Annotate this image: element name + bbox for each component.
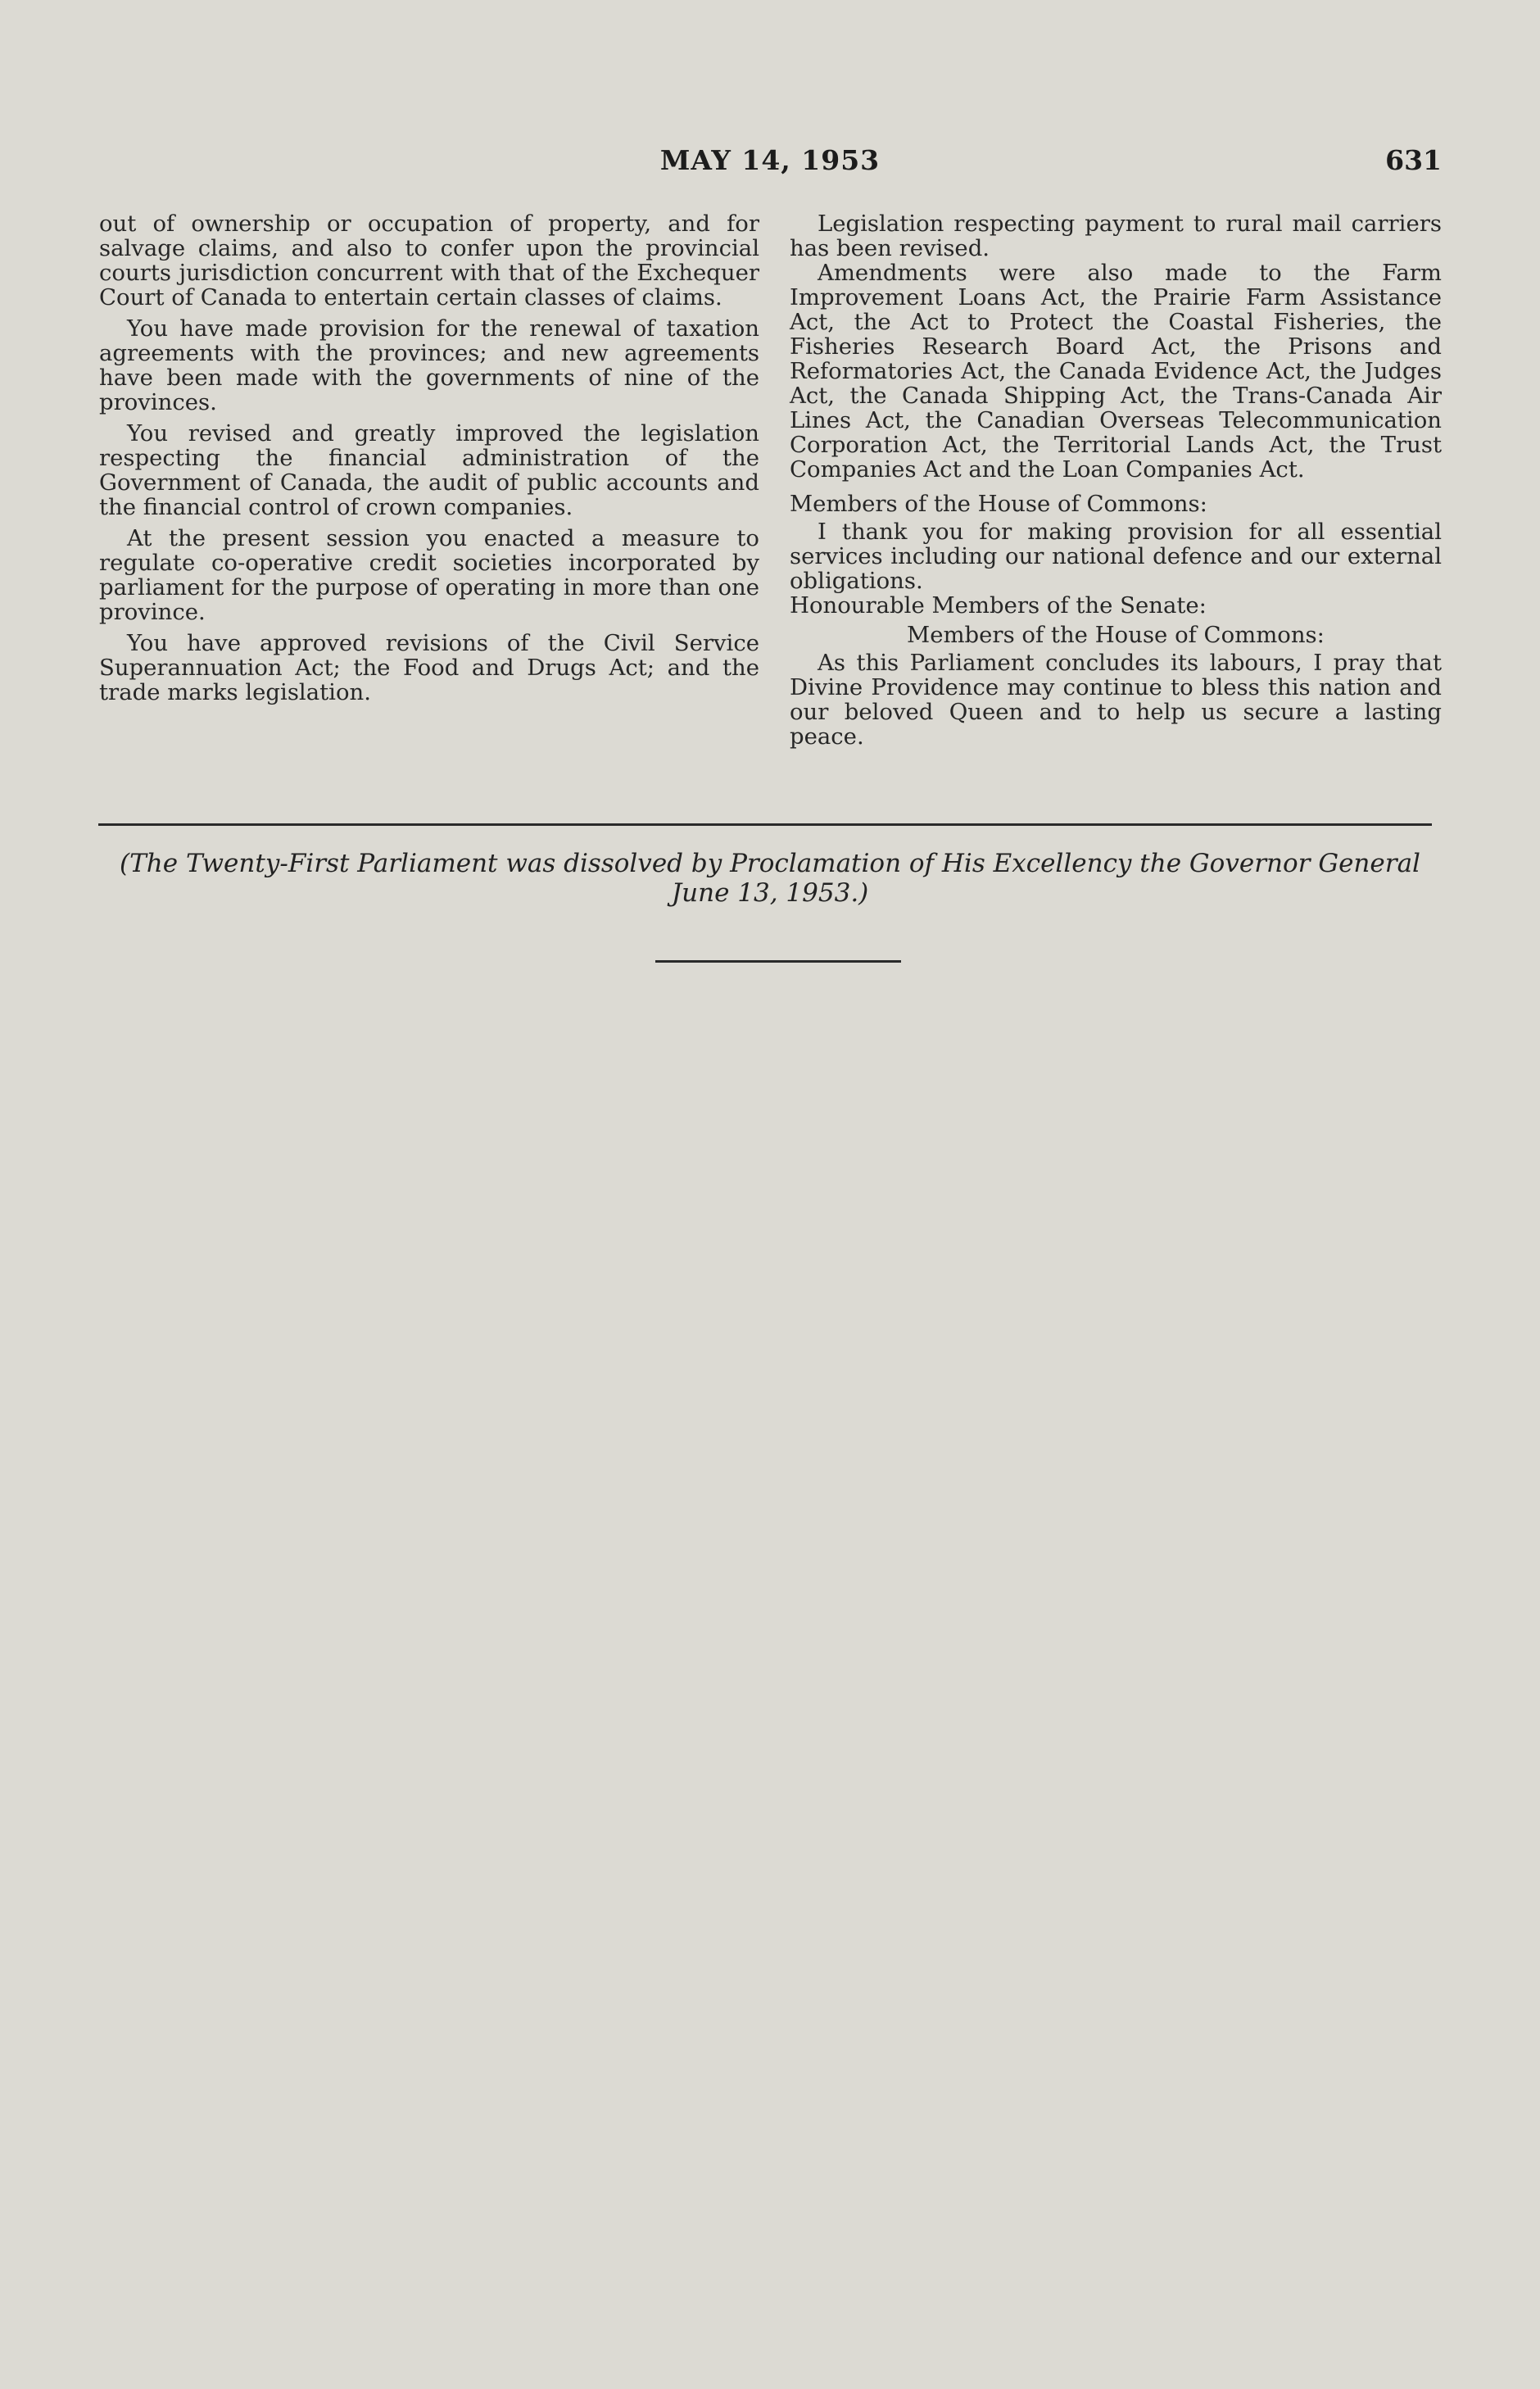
paragraph: You revised and greatly improved the legislation respecting the financial administration of the Government of Canada, the audit of public accounts and the financial control of crown companies. bbox=[99, 420, 759, 520]
dissolution-note: (The Twenty-First Parliament was dissolved by Proclamation of His Excellency the Governor General June 13, 1953.) bbox=[120, 849, 1420, 908]
left-column bbox=[99, 211, 759, 711]
paragraph: You have approved revisions of the Civil Service Superannuation Act; the Food and Drugs Act; and the trade marks legislation. bbox=[99, 630, 759, 705]
address-commons: Members of the House of Commons: bbox=[790, 491, 1207, 517]
paragraph: out of ownership or occupation of property, and for salvage claims, and also to confer upon the provincial courts jurisdiction concurrent with that of the Exchequer Court of Canada to entertain certain classes of claims. bbox=[99, 211, 759, 311]
paragraph: As this Parliament concludes its labours, I pray that Divine Providence may continue to bless this nation and our beloved Queen and to help us secure a lasting peace. bbox=[790, 650, 1442, 750]
page-header bbox=[98, 144, 1442, 185]
address-senate: Honourable Members of the Senate: bbox=[790, 592, 1207, 619]
divider-rule bbox=[98, 823, 1432, 826]
right-column bbox=[790, 211, 1442, 749]
paragraph: You have made provision for the renewal of taxation agreements with the provinces; and new agreements have been made with the governments of nine of the provinces. bbox=[99, 315, 759, 415]
address-commons: Members of the House of Commons: bbox=[907, 622, 1325, 648]
page-number: 631 bbox=[1385, 144, 1442, 176]
paragraph: I thank you for making provision for all essential services including our national defence and our external obligations. bbox=[790, 519, 1442, 594]
paragraph: Amendments were also made to the Farm Improvement Loans Act, the Prairie Farm Assistance Act, the Act to Protect the Coastal Fisheries, the Fisheries Research Board Act, the Prisons and Reformatories Act, the Canada Evidence Act, the Judges Act, the Canada Shipping Act, the Trans-Canada Air Lines Act, the Canadian Overseas Telecommunication Corporation Act, the Territorial Lands Act, the Trust Companies Act and the Loan Companies Act. bbox=[790, 260, 1442, 483]
closing-rule bbox=[655, 960, 901, 963]
paragraph: Legislation respecting payment to rural mail carriers has been revised. bbox=[790, 211, 1442, 261]
page-date: MAY 14, 1953 bbox=[659, 144, 881, 176]
paragraph: At the present session you enacted a measure to regulate co-operative credit societies incorporated by parliament for the purpose of operating in more than one province. bbox=[99, 525, 759, 625]
